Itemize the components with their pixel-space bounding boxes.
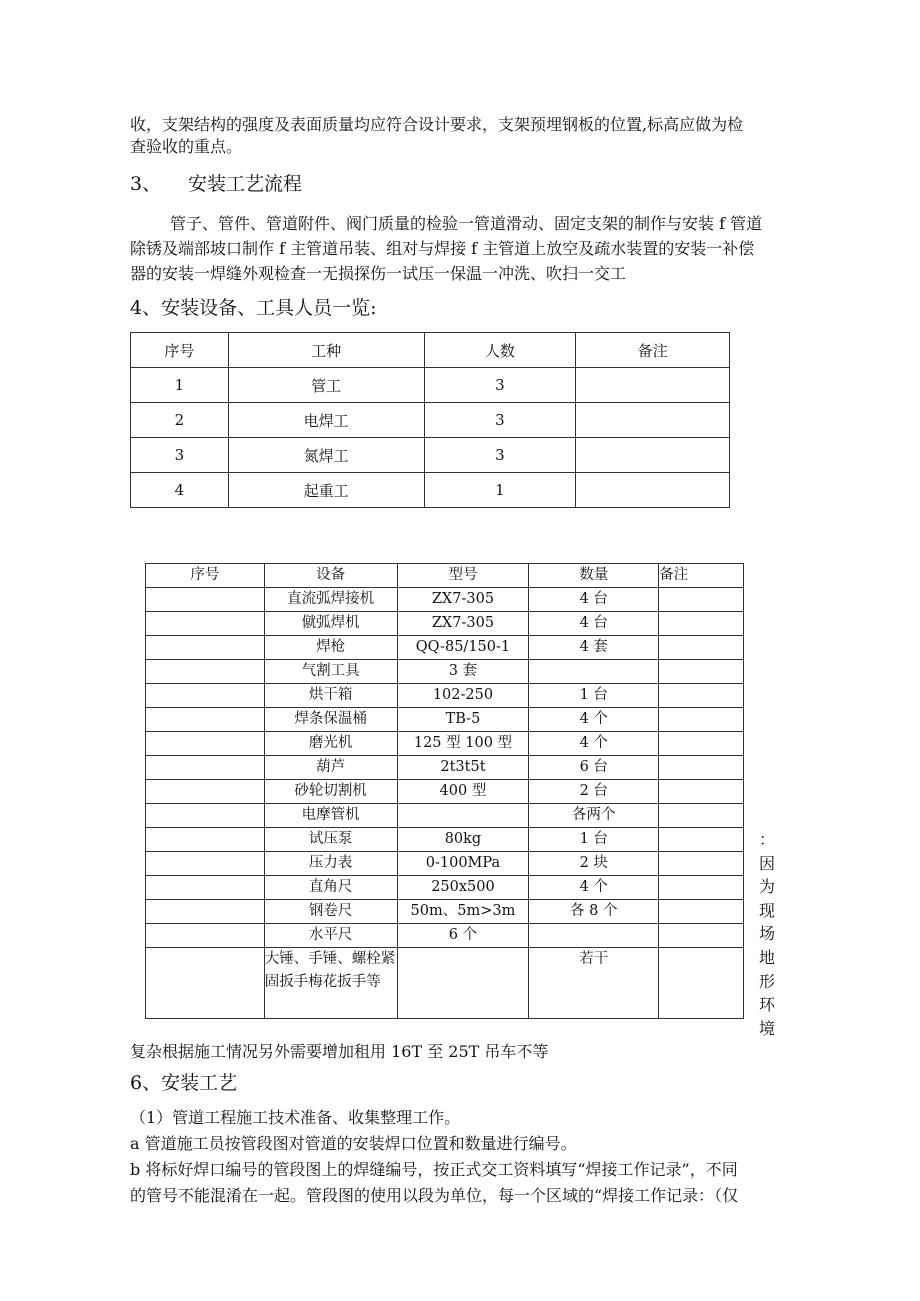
table-cell: 400 型 (397, 780, 529, 804)
table-cell: 3 套 (397, 660, 529, 684)
table-cell: 压力表 (264, 852, 397, 876)
table-row (146, 756, 744, 780)
table-row (146, 660, 744, 684)
table-cell (659, 876, 744, 900)
table-cell: ZX7-305 (397, 612, 529, 636)
table-cell: 电摩管机 (264, 804, 397, 828)
table-cell (576, 473, 730, 508)
table-cell (659, 732, 744, 756)
table-cell: TB-5 (397, 708, 529, 732)
table-cell: ZX7-305 (397, 588, 529, 612)
table-cell: 砂轮切割机 (264, 780, 397, 804)
table-row (146, 948, 744, 1019)
table-cell (146, 732, 265, 756)
personnel-table (130, 332, 730, 508)
table-cell: 直角尺 (264, 876, 397, 900)
table-cell: 4 套 (529, 636, 659, 660)
table-cell: 焊条保温桶 (264, 708, 397, 732)
table-cell (146, 828, 265, 852)
note-continuation: 复杂根据施工情况另外需要增加租用 16T 至 25T 吊车不等 (130, 1042, 549, 1061)
table-row (131, 473, 730, 508)
table-cell (659, 900, 744, 924)
table-cell (146, 900, 265, 924)
table-cell: 钢卷尺 (264, 900, 397, 924)
table-cell (146, 924, 265, 948)
table-cell (659, 780, 744, 804)
table-cell: 起重工 (228, 473, 424, 508)
table-cell: 氮焊工 (228, 438, 424, 473)
section-6-title: 6、安装工艺 (130, 1072, 238, 1094)
table-row (146, 804, 744, 828)
section-3-number: 3、 (130, 173, 162, 195)
table-row (146, 780, 744, 804)
table-row (146, 828, 744, 852)
table-cell: 4 个 (529, 708, 659, 732)
table-cell: 2 台 (529, 780, 659, 804)
table-cell: 大锤、手锤、螺栓紧固扳手梅花扳手等 (264, 948, 397, 1019)
table-cell: 葫芦 (264, 756, 397, 780)
table-cell: 125 型 100 型 (397, 732, 529, 756)
table-cell (529, 924, 659, 948)
header-cell: 序号 (131, 333, 229, 368)
table-cell (529, 660, 659, 684)
table-cell: 4 个 (529, 876, 659, 900)
table-cell: 80kg (397, 828, 529, 852)
table-cell (659, 924, 744, 948)
paragraph-line: 收，支架结构的强度及表面质量均应符合设计要求，支架预埋钢板的位置,标高应做为检 (130, 115, 744, 134)
section-4-title: 4、安装设备、工具人员一览: (130, 297, 377, 319)
table-cell (146, 756, 265, 780)
table-row (131, 403, 730, 438)
table-cell (146, 660, 265, 684)
table-cell (146, 948, 265, 1019)
table-cell: 4 (131, 473, 229, 508)
table-cell: 若干 (529, 948, 659, 1019)
header-cell: 备注 (659, 564, 744, 588)
table-cell (146, 804, 265, 828)
header-cell: 设备 (264, 564, 397, 588)
table-cell: 6 个 (397, 924, 529, 948)
table-cell: 焊枪 (264, 636, 397, 660)
table-cell: 气割工具 (264, 660, 397, 684)
table-cell (659, 636, 744, 660)
table-cell (146, 708, 265, 732)
table-cell: 1 (424, 473, 576, 508)
table-cell: 僦弧焊机 (264, 612, 397, 636)
table-cell (576, 403, 730, 438)
table-row (146, 588, 744, 612)
paragraph-line: （1）管道工程施工技术准备、收集整理工作。 (130, 1108, 461, 1127)
table-cell: 管工 (228, 368, 424, 403)
flow-line: 管子、管件、管道附件、阀门质量的检验一管道滑动、固定支架的制作与安装 f 管道 (170, 214, 763, 233)
table-cell (146, 780, 265, 804)
table-cell: 2 块 (529, 852, 659, 876)
table-cell: 4 个 (529, 732, 659, 756)
table-cell: 3 (424, 368, 576, 403)
table-cell (659, 756, 744, 780)
table-cell: 102-250 (397, 684, 529, 708)
table-cell (659, 660, 744, 684)
paragraph-line: 的管号不能混淆在一起。管段图的使用以段为单位，每一个区域的“焊接工作记录：（仅 (130, 1186, 739, 1205)
table-row (146, 900, 744, 924)
table-cell (659, 828, 744, 852)
table-cell (146, 588, 265, 612)
header-cell: 工种 (228, 333, 424, 368)
header-cell: 型号 (397, 564, 529, 588)
table-row (146, 876, 744, 900)
table-cell: 磨光机 (264, 732, 397, 756)
table-cell (146, 636, 265, 660)
table-cell (397, 948, 529, 1019)
table-row (146, 612, 744, 636)
table-cell (659, 708, 744, 732)
table-cell: 1 台 (529, 684, 659, 708)
table-cell: 试压泵 (264, 828, 397, 852)
table-cell: 3 (131, 438, 229, 473)
table-cell (576, 438, 730, 473)
flow-line: 器的安装一焊缝外观检查一无损探伤一试压一保温一冲洗、吹扫一交工 (130, 264, 627, 283)
table-cell: 1 (131, 368, 229, 403)
table-cell (146, 876, 265, 900)
table-cell (659, 804, 744, 828)
table-cell (397, 804, 529, 828)
table-row (146, 684, 744, 708)
table-cell: 各 8 个 (529, 900, 659, 924)
table-cell (659, 588, 744, 612)
vertical-note: ：因为现场地形环境 (758, 830, 775, 1038)
header-cell: 人数 (424, 333, 576, 368)
section-3-title: 安装工艺流程 (188, 173, 303, 195)
table-cell: 3 (424, 403, 576, 438)
table-cell (146, 852, 265, 876)
table-cell: 50m、5m>3m (397, 900, 529, 924)
paragraph-line: 查验收的重点。 (130, 137, 243, 156)
table-cell (659, 684, 744, 708)
table-cell: 电焊工 (228, 403, 424, 438)
table-cell: 1 台 (529, 828, 659, 852)
table-cell: 烘干箱 (264, 684, 397, 708)
table-header-row (131, 333, 730, 368)
table-cell (146, 684, 265, 708)
table-row (146, 636, 744, 660)
table-row (146, 708, 744, 732)
table-cell: 0-100MPa (397, 852, 529, 876)
table-cell (659, 612, 744, 636)
table-cell: 4 台 (529, 588, 659, 612)
table-row (146, 924, 744, 948)
header-cell: 备注 (576, 333, 730, 368)
table-cell: 2t3t5t (397, 756, 529, 780)
table-cell (576, 368, 730, 403)
table-row (131, 368, 730, 403)
table-row (146, 732, 744, 756)
table-cell (659, 948, 744, 1019)
header-cell: 数量 (529, 564, 659, 588)
table-cell: 250x500 (397, 876, 529, 900)
equipment-table (145, 563, 744, 1019)
table-cell: 4 台 (529, 612, 659, 636)
table-cell: 各两个 (529, 804, 659, 828)
table-cell (146, 612, 265, 636)
table-header-row (146, 564, 744, 588)
header-cell: 序号 (146, 564, 265, 588)
table-row (131, 438, 730, 473)
table-cell: 2 (131, 403, 229, 438)
table-cell: QQ-85/150-1 (397, 636, 529, 660)
table-cell (659, 852, 744, 876)
paragraph-line: a 管道施工员按管段图对管道的安装焊口位置和数量进行编号。 (130, 1134, 577, 1153)
paragraph-line: b 将标好焊口编号的管段图上的焊缝编号，按正式交工资料填写“焊接工作记录”，不同 (130, 1160, 738, 1179)
table-cell: 6 台 (529, 756, 659, 780)
flow-line: 除锈及端部坡口制作 f 主管道吊装、组对与焊接 f 主管道上放空及疏水装置的安装一补偿 (130, 239, 755, 258)
table-cell: 3 (424, 438, 576, 473)
table-cell: 直流弧焊接机 (264, 588, 397, 612)
table-cell: 水平尺 (264, 924, 397, 948)
table-row (146, 852, 744, 876)
